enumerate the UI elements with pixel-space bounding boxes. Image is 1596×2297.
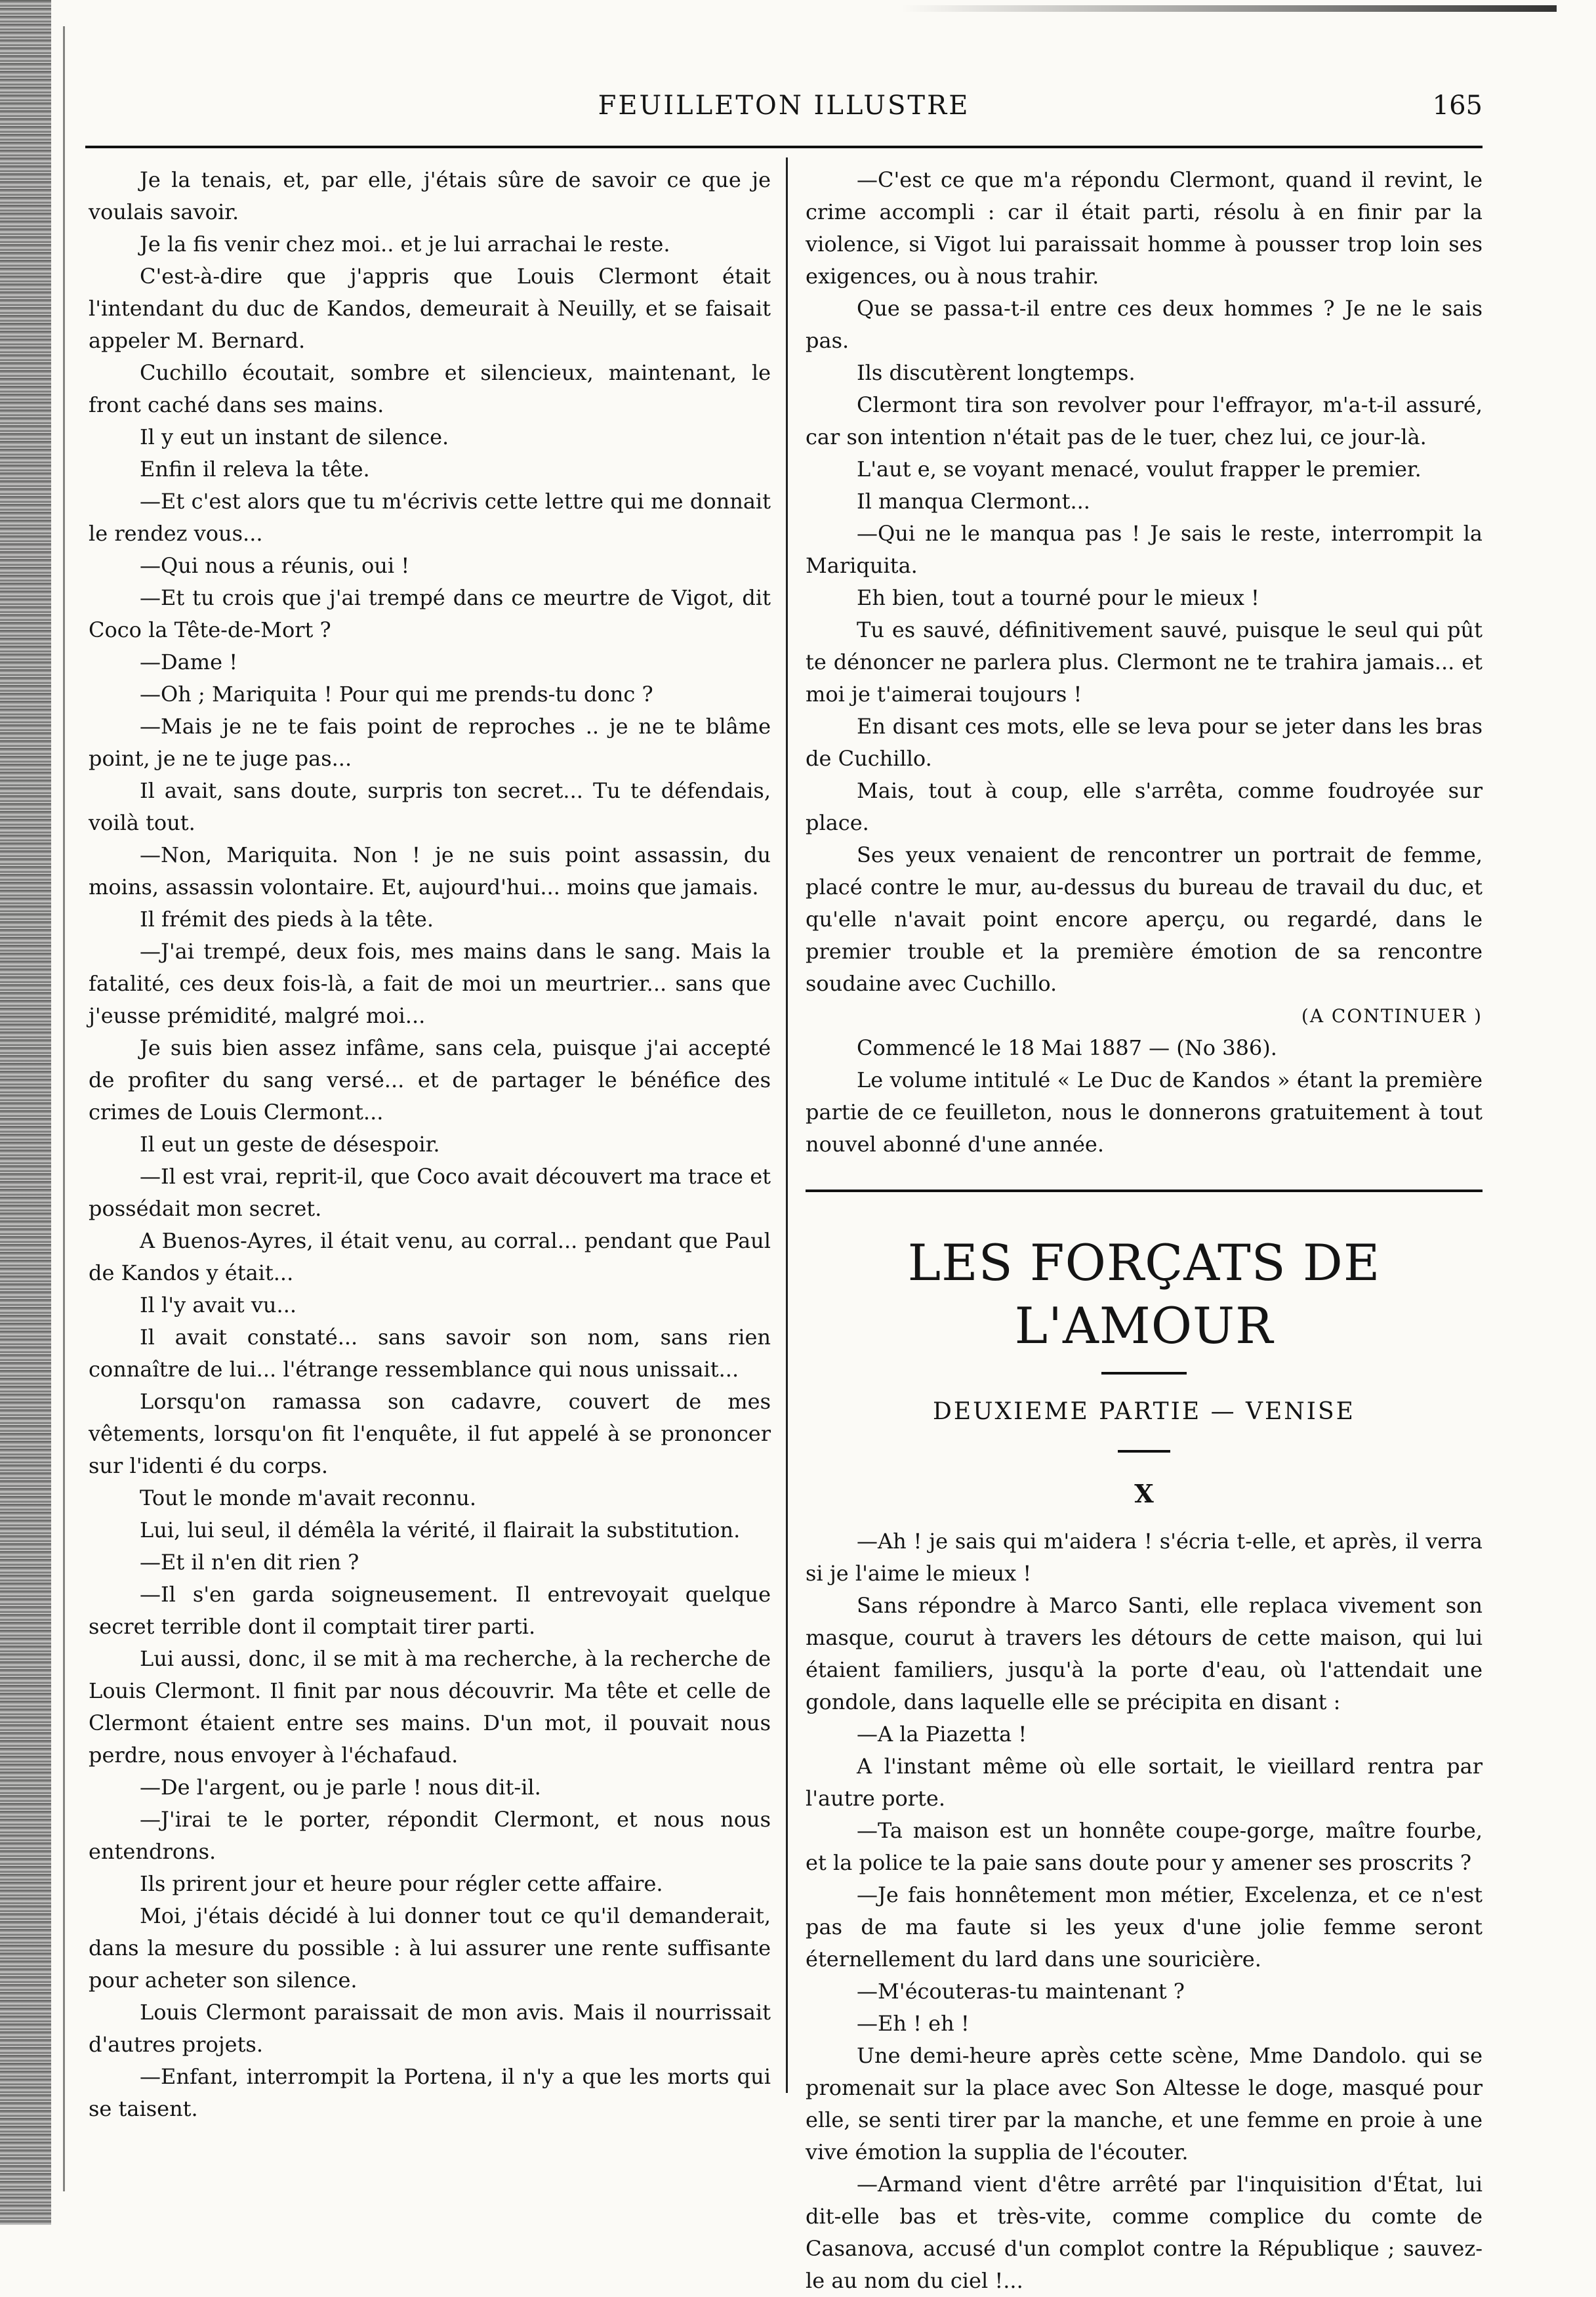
paragraph: Il avait, sans doute, surpris ton secret... Tu te défendais, voilà tout. <box>89 778 771 835</box>
subscriber-notice: Le volume intitulé « Le Duc de Kandos » étant la première partie de ce feuilleton, nous le donnerons gratuitement à tout nouvel abonné d'une année. <box>806 1067 1483 1157</box>
paragraph: Moi, j'étais décidé à lui donner tout ce qu'il demanderait, dans la mesure du possible : à lui assurer une rente suffisante pour acheter son silence. <box>89 1903 771 1993</box>
paragraph: Tout le monde m'avait reconnu. <box>140 1485 476 1510</box>
paragraph: Ils prirent jour et heure pour régler cette affaire. <box>140 1871 663 1896</box>
title-rule <box>1101 1372 1187 1375</box>
left-column <box>89 164 771 2125</box>
paragraph: Il manqua Clermont... <box>857 489 1090 514</box>
paragraph: Eh bien, tout a tourné pour le mieux ! <box>857 585 1259 610</box>
paragraph: —Oh ; Mariquita ! Pour qui me prends-tu donc ? <box>140 682 653 707</box>
paragraph: —M'écouteras-tu maintenant ? <box>857 1979 1185 2004</box>
paragraph: —Eh ! eh ! <box>857 2011 970 2036</box>
paragraph: —Dame ! <box>140 650 238 674</box>
right-column <box>806 164 1483 2297</box>
part-rule <box>1118 1450 1170 1453</box>
paragraph: —De l'argent, ou je parle ! nous dit-il. <box>140 1775 541 1800</box>
paragraph: —A la Piazetta ! <box>857 1722 1027 1747</box>
paragraph: —C'est ce que m'a répondu Clermont, quand il revint, le crime accompli : car il était parti, résolu à en finir par la violence, si Vigot lui paraissait homme à pousser trop loin ses exigences, ou à nous trahir. <box>806 167 1483 289</box>
paragraph: —J'irai te le porter, répondit Clermont, et nous nous entendrons. <box>89 1807 771 1864</box>
paragraph: Lui, lui seul, il démêla la vérité, il flairait la substitution. <box>140 1518 741 1542</box>
paragraph: —Qui nous a réunis, oui ! <box>140 553 410 578</box>
paragraph: Il y eut un instant de silence. <box>140 424 449 449</box>
paragraph: Ils discutèrent longtemps. <box>857 360 1136 385</box>
paragraph: —Ta maison est un honnête coupe-gorge, maître fourbe, et la police te la paie sans doute pour y amener ses proscrits ? <box>806 1818 1483 1875</box>
paragraph: Il avait constaté... sans savoir son nom, sans rien connaître de lui... l'étrange ressemblance qui nous unissait... <box>89 1325 771 1382</box>
paragraph: —Armand vient d'être arrêté par l'inquisition d'État, lui dit-elle bas et très-vite, comme complice du comte de Casanova, accusé d'un complot contre la République ; sauvez-le au nom du ciel !... <box>806 2172 1483 2293</box>
paragraph: Que se passa-t-il entre ces deux hommes ? Je ne le sais pas. <box>806 296 1483 353</box>
paragraph: Il l'y avait vu... <box>140 1293 297 1317</box>
start-date-note: Commencé le 18 Mai 1887 — (No 386). <box>857 1035 1277 1060</box>
paragraph: Enfin il releva la tête. <box>140 457 370 482</box>
paragraph: C'est-à-dire que j'appris que Louis Clermont était l'intendant du duc de Kandos, demeurait à Neuilly, et se faisait appeler M. Bernard. <box>89 264 771 353</box>
paragraph: A Buenos-Ayres, il était venu, au corral... pendant que Paul de Kandos y était... <box>89 1228 771 1285</box>
paragraph: Mais, tout à coup, elle s'arrêta, comme foudroyée sur place. <box>806 778 1483 835</box>
paragraph: Clermont tira son revolver pour l'effrayor, m'a-t-il assuré, car son intention n'était pas de le tuer, chez lui, ce jour-là. <box>806 392 1483 449</box>
paragraph: En disant ces mots, elle se leva pour se jeter dans les bras de Cuchillo. <box>806 714 1483 771</box>
paragraph: —Non, Mariquita. Non ! je ne suis point assassin, du moins, assassin volontaire. Et, aujourd'hui... moins que jamais. <box>89 842 771 900</box>
part-title: DEUXIEME PARTIE — VENISE <box>933 1398 1355 1425</box>
paragraph: Cuchillo écoutait, sombre et silencieux, maintenant, le front caché dans ses mains. <box>89 360 771 417</box>
header-rule <box>85 146 1483 148</box>
paragraph: —Et il n'en dit rien ? <box>140 1550 359 1575</box>
paragraph: Il eut un geste de désespoir. <box>140 1132 440 1157</box>
paragraph: —Je fais honnêtement mon métier, Excelenza, et ce n'est pas de ma faute si les yeux d'une jolie femme seront éternellement du lard dans une souricière. <box>806 1882 1483 1972</box>
running-head <box>85 91 1483 136</box>
paragraph: Sans répondre à Marco Santi, elle replaca vivement son masque, courut à travers les détours de cette maison, qui lui étaient familiers, jusqu'à la porte d'eau, où l'attendait une gondole, dans laquelle elle se précipita en disant : <box>806 1593 1483 1714</box>
chapter-number: X <box>1134 1479 1154 1508</box>
to-be-continued: (A CONTINUER ) <box>1301 1005 1483 1027</box>
novel-title: LES FORÇATS DE L'AMOUR <box>907 1233 1381 1355</box>
paragraph: Ses yeux venaient de rencontrer un portrait de femme, placé contre le mur, au-dessus du bureau de travail du duc, et qu'elle n'avait point encore aperçu, ou regardé, dans le premier trouble et la première émotion de sa rencontre soudaine avec Cuchillo. <box>806 842 1483 996</box>
column-divider <box>786 157 788 2093</box>
binding-edge <box>0 0 51 2225</box>
paragraph: —Qui ne le manqua pas ! Je sais le reste, interrompit la Mariquita. <box>806 521 1483 578</box>
paragraph: Il frémit des pieds à la tête. <box>140 907 434 932</box>
page-number: 165 <box>1432 91 1483 121</box>
paragraph: Tu es sauvé, définitivement sauvé, puisque le seul qui pût te dénoncer ne parlera plus. Clermont ne te trahira jamais... et moi je t'aimerai toujours ! <box>806 617 1483 707</box>
paragraph: Je la fis venir chez moi.. et je lui arrachai le reste. <box>140 232 670 257</box>
paragraph: Lorsqu'on ramassa son cadavre, couvert de mes vêtements, lorsqu'on fit l'enquête, il fut appelé à se prononcer sur l'identi é du corps. <box>89 1389 771 1478</box>
paragraph: Je suis bien assez infâme, sans cela, puisque j'ai accepté de profiter du sang versé... et de partager le bénéfice des crimes de Louis Clermont... <box>89 1035 771 1125</box>
paragraph: —Enfant, interrompit la Portena, il n'y a que les morts qui se taisent. <box>89 2064 771 2121</box>
paragraph: A l'instant même où elle sortait, le vieillard rentra par l'autre porte. <box>806 1754 1483 1811</box>
page-title: FEUILLETON ILLUSTRE <box>598 91 970 121</box>
paragraph: —Il s'en garda soigneusement. Il entrevoyait quelque secret terrible dont il comptait tirer parti. <box>89 1582 771 1639</box>
paragraph: Je la tenais, et, par elle, j'étais sûre de savoir ce que je voulais savoir. <box>89 167 771 224</box>
paragraph: Louis Clermont paraissait de mon avis. Mais il nourrissait d'autres projets. <box>89 2000 771 2057</box>
paragraph: Lui aussi, donc, il se mit à ma recherche, à la recherche de Louis Clermont. Il finit par nous découvrir. Ma tête et celle de Clermont étaient entre ses mains. D'un mot, il pouvait nous perdre, nous envoyer à l'échafaud. <box>89 1646 771 1768</box>
print-smudge <box>901 5 1557 12</box>
paragraph: —J'ai trempé, deux fois, mes mains dans le sang. Mais la fatalité, ces deux fois-là, a fait de moi un meurtrier... sans que j'eusse prémidité, malgré moi... <box>89 939 771 1028</box>
paragraph: —Et c'est alors que tu m'écrivis cette lettre qui me donnait le rendez vous... <box>89 489 771 546</box>
paragraph: —Il est vrai, reprit-il, que Coco avait découvert ma trace et possédait mon secret. <box>89 1164 771 1221</box>
paragraph: —Mais je ne te fais point de reproches .. je ne te blâme point, je ne te juge pas... <box>89 714 771 771</box>
paragraph: Une demi-heure après cette scène, Mme Dandolo. qui se promenait sur la place avec Son Altesse le doge, masqué pour elle, se senti tirer par la manche, et une femme en proie à une vive émotion la supplia de l'écouter. <box>806 2043 1483 2164</box>
paragraph: L'aut e, se voyant menacé, voulut frapper le premier. <box>857 457 1422 482</box>
paragraph: —Ah ! je sais qui m'aidera ! s'écria t-elle, et après, il verra si je l'aime le mieux ! <box>806 1529 1483 1586</box>
section-rule <box>806 1190 1483 1192</box>
paragraph: —Et tu crois que j'ai trempé dans ce meurtre de Vigot, dit Coco la Tête-de-Mort ? <box>89 585 771 642</box>
binding-line <box>63 26 65 2191</box>
